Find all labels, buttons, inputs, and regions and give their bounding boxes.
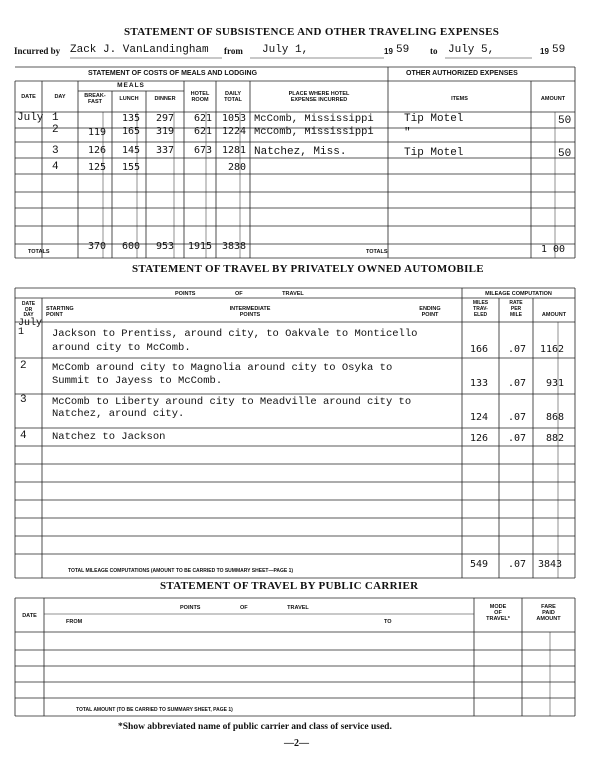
meal-row-day: 1 [52, 112, 59, 124]
meal-row-dinner: 297 [156, 113, 175, 124]
col-rate-per-mile: RATE PER MILE [509, 300, 523, 318]
auto-row-amount: 882 [546, 433, 565, 444]
auto-row-line2: Natchez, around city. [52, 408, 185, 420]
meal-row-total: 1281 [222, 145, 247, 156]
col-miles-traveled: MILES TRAV- ELED [472, 300, 489, 318]
auto-row-day: 4 [20, 430, 27, 442]
auto-row-rate: .07 [508, 378, 527, 389]
year1: 59 [396, 44, 410, 56]
col-starting-point: STARTING POINT [46, 306, 74, 318]
auto-row-amount: 931 [546, 378, 565, 389]
total-daily: 3838 [222, 241, 247, 252]
auto-row-miles: 133 [470, 378, 489, 389]
public-total-label: TOTAL AMOUNT (TO BE CARRIED TO SUMMARY SHEET, PAGE 1) [76, 707, 233, 713]
meal-row-place: McComb, Mississippi [254, 126, 374, 138]
meal-row-total: 280 [228, 162, 247, 173]
auto-total-rate: .07 [508, 559, 527, 570]
total-hotel: 1915 [188, 241, 213, 252]
col-date: DATE [21, 94, 36, 100]
col-items: ITEMS [451, 96, 468, 102]
meal-row-breakfast: 125 [88, 162, 107, 173]
meal-row-dinner: 319 [156, 126, 175, 137]
total-breakfast: 370 [88, 241, 107, 252]
col-amount: AMOUNT [540, 96, 566, 102]
auto-row-amount: 868 [546, 412, 565, 423]
auto-row-rate: .07 [508, 344, 527, 355]
meal-row-hotel: 673 [194, 145, 213, 156]
auto-row-line2: Summit to Jayess to McComb. [52, 375, 223, 387]
meal-row-day: 2 [52, 124, 59, 136]
public-section-title: STATEMENT OF TRAVEL BY PUBLIC CARRIER [160, 580, 419, 592]
meal-row-hotel: 621 [194, 113, 213, 124]
auto-row-line2: around city to McComb. [52, 342, 191, 354]
col-public-points: POINTS OF TRAVEL [180, 605, 309, 611]
to-date: July 5, [448, 44, 495, 56]
meal-row-dinner: 337 [156, 145, 175, 156]
col-public-mode: MODE OF TRAVEL* [486, 604, 510, 622]
col-public-from: FROM [66, 619, 83, 625]
meal-row-breakfast: 126 [88, 145, 107, 156]
meal-row-hotel: 621 [194, 126, 213, 137]
meal-row-lunch: 135 [122, 113, 141, 124]
auto-row-day: July 1 [18, 318, 43, 338]
other-totals-label: TOTALS [366, 249, 388, 255]
meal-row-breakfast: 119 [88, 127, 107, 138]
meals-totals-label: TOTALS [28, 249, 50, 255]
auto-row-miles: 166 [470, 344, 489, 355]
auto-row-line1: McComb around city to Magnolia around city to Osyka to [52, 362, 393, 374]
col-intermediate-points: INTERMEDIATE POINTS [229, 306, 271, 318]
meal-row-total: 1224 [222, 126, 247, 137]
meal-row-amount: 50 [558, 115, 572, 127]
auto-section-title: STATEMENT OF TRAVEL BY PRIVATELY OWNED AUTOMOBILE [132, 263, 484, 275]
page-number: —2— [284, 738, 309, 749]
col-auto-amount: AMOUNT [541, 312, 567, 318]
auto-row-line1: McComb to Liberty around city to Meadville around city to [52, 396, 412, 408]
col-daily-total: DAILY TOTAL [224, 91, 242, 103]
meal-row-total: 1053 [222, 113, 247, 124]
meals-section-title: STATEMENT OF COSTS OF MEALS AND LODGING [88, 70, 258, 77]
meal-row-lunch: 165 [122, 126, 141, 137]
form-title: STATEMENT OF SUBSISTENCE AND OTHER TRAVELING EXPENSES [124, 26, 500, 38]
auto-mileage-header: MILEAGE COMPUTATION [485, 291, 552, 297]
auto-row-miles: 124 [470, 412, 489, 423]
meal-row-item: Tip Motel [404, 147, 464, 159]
meal-row-place: Natchez, Miss. [254, 146, 347, 158]
auto-total-miles: 549 [470, 559, 489, 570]
auto-row-rate: .07 [508, 433, 527, 444]
meal-row-day: 3 [52, 145, 59, 157]
year1-prefix: 19 [384, 47, 393, 56]
col-public-date: DATE [22, 613, 37, 619]
auto-total-label: TOTAL MILEAGE COMPUTATIONS (AMOUNT TO BE CARRIED TO SUMMARY SHEET—PAGE 1) [68, 568, 294, 574]
total-dinner: 953 [156, 241, 175, 252]
col-lunch: LUNCH [119, 96, 139, 102]
meal-row-day: 4 [52, 161, 59, 173]
auto-row-day: 3 [20, 394, 27, 406]
auto-row-line1: Jackson to Prentiss, around city, to Oakvale to Monticello [52, 328, 418, 340]
meal-row-lunch: 145 [122, 145, 141, 156]
other-expenses-title: OTHER AUTHORIZED EXPENSES [406, 70, 518, 77]
meal-row-item: " [404, 127, 411, 139]
to-label: to [430, 46, 438, 56]
total-lunch: 600 [122, 241, 141, 252]
meal-row-amount: 50 [558, 148, 572, 160]
meal-row-place: McComb, Mississippi [254, 113, 374, 125]
from-date: July 1, [262, 44, 309, 56]
footer-note: *Show abbreviated name of public carrier and class of service used. [118, 722, 392, 732]
col-date-or-day: DATE OR DAY [21, 301, 36, 318]
col-day: DAY [54, 94, 66, 100]
incurred-by-value: Zack J. VanLandingham [70, 44, 209, 56]
col-hotel-room: HOTEL ROOM [190, 91, 210, 103]
year2-prefix: 19 [540, 47, 549, 56]
col-ending-point: ENDING POINT [419, 306, 441, 318]
meal-row-item: Tip Motel [404, 113, 464, 125]
col-dinner: DINNER [154, 96, 176, 102]
col-meals: MEALS [117, 82, 145, 89]
col-place: PLACE WHERE HOTEL EXPENSE INCURRED [288, 91, 350, 103]
col-public-to: TO [384, 619, 392, 625]
auto-total-amount: 3843 [538, 559, 563, 570]
meal-row-lunch: 155 [122, 162, 141, 173]
other-total-amount: 1 00 [541, 244, 566, 255]
auto-row-rate: .07 [508, 412, 527, 423]
col-public-fare: FARE PAID AMOUNT [536, 604, 561, 622]
col-breakfast: BREAK- FAST [84, 93, 106, 105]
auto-row-day: 2 [20, 360, 27, 372]
incurred-by-label: Incurred by [14, 46, 61, 56]
from-label: from [224, 46, 243, 56]
meal-row-date: July [17, 112, 44, 124]
year2: 59 [552, 44, 566, 56]
auto-row-amount: 1162 [540, 344, 565, 355]
auto-row-line1: Natchez to Jackson [52, 431, 166, 443]
auto-points-header: POINTS OF TRAVEL [175, 291, 304, 297]
auto-row-miles: 126 [470, 433, 489, 444]
